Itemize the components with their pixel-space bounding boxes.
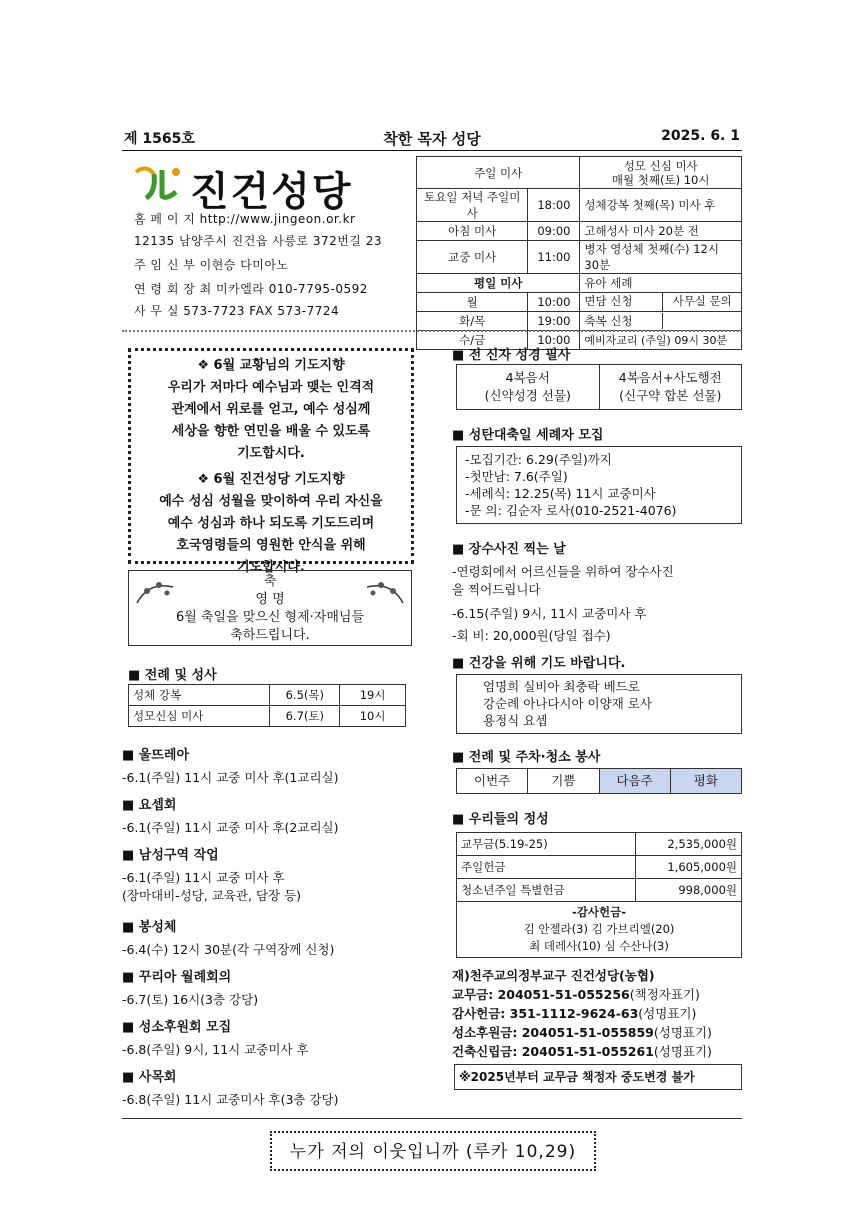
notice-line: -6.1(주일) 11시 교중 미사 후(2교리실)	[122, 820, 339, 835]
mass-name: 아침 미사	[417, 222, 528, 241]
infant-baptism: 유아 세례	[584, 276, 633, 290]
thanks-cell	[457, 902, 742, 958]
service-next-week: 다음주	[600, 769, 671, 793]
prayer-title-parish: ❖ 6월 진건성당 기도지향	[197, 472, 345, 487]
bulletin-title: 착한 목자 성당	[383, 130, 481, 148]
christmas-line: -문 의: 김순자 로사(010-2521-4076)	[465, 503, 677, 518]
weekday-time: 19:00	[528, 312, 580, 331]
service-box	[456, 768, 742, 794]
notice-line: -6.8(주일) 9시, 11시 교중미사 후	[122, 1042, 309, 1057]
christmas-line: -세례식: 12.25(목) 11시 교중미사	[465, 486, 656, 501]
sunday-mass-label: 주일 미사	[417, 157, 580, 189]
mass-name: 토요일 저녁 주일미사	[417, 189, 528, 222]
church-name-logo: 진건성당	[190, 169, 353, 215]
offering-table	[456, 832, 742, 958]
account-line	[452, 1042, 712, 1061]
offering-name: 청소년주일 특별헌금	[457, 879, 636, 902]
table-row	[417, 222, 742, 241]
health-line: 강순례 아나다시아 이양재 로사	[483, 696, 652, 711]
account-line	[452, 1023, 712, 1042]
notice-line: -6.1(주일) 11시 교중 미사 후(1교리실)	[122, 770, 339, 785]
liturgy-name: 성체 강복	[129, 685, 270, 706]
health-line: 용정식 요셉	[483, 713, 548, 728]
photo-title: ■ 장수사진 찍는 날	[452, 542, 566, 557]
prayer-title-pope: ❖ 6월 교황님의 기도지향	[197, 358, 345, 373]
christmas-title: ■ 성탄대축일 세례자 모집	[452, 428, 604, 443]
service-title: ■ 전례 및 주차·청소 봉사	[452, 750, 601, 765]
mass-note: 성체강복 첫째(목) 미사 후	[580, 189, 742, 222]
bible-right-1: 4복음서+사도행전	[618, 370, 722, 385]
divider	[122, 330, 742, 332]
offering-title: ■ 우리들의 정성	[452, 812, 549, 827]
offering-amount: 998,000원	[636, 879, 742, 902]
mass-time: 18:00	[528, 189, 580, 222]
notice-line: -6.7(토) 16시(3층 강당)	[122, 992, 259, 1007]
mass-time: 09:00	[528, 222, 580, 241]
issue-number: 제 1565호	[124, 131, 195, 147]
account-number: 건축신립금: 204051-51-055261	[452, 1044, 654, 1059]
table-row	[417, 293, 742, 312]
weekday-day: 수/금	[417, 331, 528, 350]
table-row	[457, 879, 742, 902]
christmas-box	[456, 446, 742, 524]
notice-title: ■ 울뜨레아	[122, 748, 190, 763]
table-row	[457, 902, 742, 958]
weekly-motto: 누가 저의 이웃입니까 (루카 10,29)	[270, 1131, 596, 1171]
health-line: 엄명희 실비아 최충락 베드로	[483, 679, 640, 694]
mass-schedule-table	[416, 156, 742, 350]
offering-amount: 1,605,000원	[636, 856, 742, 879]
notice-title: ■ 봉성체	[122, 920, 177, 935]
vine-ornament-icon	[365, 577, 405, 607]
bible-title: ■ 전 신자 성경 필사	[452, 348, 571, 363]
feast-title-1: 축	[263, 574, 277, 589]
weekday-time: 10:00	[528, 331, 580, 350]
table-row	[417, 312, 742, 331]
bible-right	[600, 365, 742, 409]
table-row	[417, 274, 742, 293]
liturgy-title: ■ 전례 및 성사	[128, 668, 217, 683]
offering-name: 주일헌금	[457, 856, 636, 879]
photo-line: -회 비: 20,000원(당일 접수)	[452, 628, 611, 643]
photo-line: -6.15(주일) 9시, 11시 교중미사 후	[452, 606, 647, 621]
liturgy-table	[128, 684, 406, 727]
feast-line-1: 6월 축일을 맞으신 형제·자매님들	[175, 610, 365, 625]
prayer-line: 예수 성심 성월을 맞이하여 우리 자신을	[159, 494, 383, 509]
service-next-value: 평화	[671, 769, 741, 793]
account-number: 감사헌금: 351-1112-9624-63	[452, 1006, 639, 1021]
infant-baptism-cell	[580, 274, 742, 293]
photo-line: 을 찍어드립니다	[452, 582, 541, 597]
mass-name: 교중 미사	[417, 241, 528, 274]
sacred-heart-sub: 매월 첫째(토) 10시	[611, 172, 710, 187]
weekday-day: 화/목	[417, 312, 528, 331]
notice-title: ■ 남성구역 작업	[122, 848, 219, 863]
weekday-note-cell	[580, 312, 742, 331]
bible-left-1: 4복음서	[505, 370, 550, 385]
notice-line: (장마대비-성당, 교육관, 담장 등)	[122, 888, 302, 903]
weekday-mass-label: 평일 미사	[417, 274, 580, 293]
liturgy-date: 6.5(목)	[270, 685, 340, 706]
notice-title: ■ 꾸리아 월례회의	[122, 970, 232, 985]
health-title: ■ 건강을 위해 기도 바랍니다.	[452, 656, 626, 671]
account-owner: 재)천주교의정부교구 진건성당(농협)	[452, 968, 655, 983]
prayer-line: 세상을 향한 연민을 배울 수 있도록	[171, 424, 371, 439]
notice-title: ■ 성소후원회 모집	[122, 1020, 232, 1035]
prayer-line: 기도합시다.	[237, 446, 305, 461]
accounts-block	[452, 966, 712, 1061]
vine-ornament-icon	[135, 577, 175, 607]
bible-right-2: (신구약 합본 선물)	[619, 388, 722, 403]
feast-day-box	[128, 570, 412, 646]
prayer-line: 호국영령들의 영원한 안식을 위해	[176, 538, 366, 553]
notice-title: ■ 사목회	[122, 1070, 177, 1085]
weekday-note: 예비자교리 (주일) 09시 30분	[580, 331, 742, 350]
prayer-line: 예수 성심과 하나 되도록 기도드리며	[167, 516, 375, 531]
issue-header	[122, 126, 742, 151]
feast-title-2: 영 명	[255, 592, 285, 607]
tithe-notice: ※2025년부터 교무금 책정자 중도변경 불가	[454, 1064, 742, 1090]
prayer-intention-box	[128, 348, 414, 575]
pastor-info: 주 임 신 부 이현승 다미아노	[134, 258, 289, 272]
notice-line: -6.8(주일) 11시 교중미사 후(3층 강당)	[122, 1092, 339, 1107]
president-info: 연 령 회 장 최 미카엘라 010-7795-0592	[134, 282, 368, 296]
address-info: 12135 남양주시 진건읍 사릉로 372번길 23	[134, 234, 383, 248]
table-row	[457, 856, 742, 879]
table-row	[129, 706, 406, 727]
office-inquiry: 사무실 문의	[672, 294, 732, 308]
liturgy-time: 10시	[340, 706, 406, 727]
photo-line: -연령회에서 어르신들을 위하여 장수사진	[452, 564, 674, 579]
bible-left	[457, 365, 600, 409]
thanks-title: -감사헌금-	[572, 905, 626, 919]
sacred-heart-cell	[580, 157, 742, 189]
account-line	[452, 1004, 712, 1023]
issue-date: 2025. 6. 1	[661, 128, 740, 144]
thanks-line: 최 데레사(10) 심 수산나(3)	[529, 939, 669, 953]
church-logo-icon	[132, 162, 186, 202]
prayer-line: 기도합시다.	[237, 560, 305, 575]
liturgy-name: 성모신심 미사	[129, 706, 270, 727]
weekday-time: 10:00	[528, 293, 580, 312]
table-row	[129, 685, 406, 706]
sacred-heart-title: 성모 신심 미사	[623, 158, 698, 173]
mass-note: 병자 영성체 첫째(수) 12시 30분	[580, 241, 742, 274]
christmas-line: -첫만남: 7.6(주일)	[465, 469, 568, 484]
health-box	[456, 674, 742, 734]
liturgy-date: 6.7(토)	[270, 706, 340, 727]
mass-time: 11:00	[528, 241, 580, 274]
account-line	[452, 985, 712, 1004]
account-note: (성명표기)	[638, 1006, 697, 1021]
service-this-value: 기쁨	[528, 769, 599, 793]
account-note: (책정자표기)	[629, 987, 700, 1002]
feast-line-2: 축하드립니다.	[230, 628, 310, 643]
divider	[122, 1118, 742, 1119]
service-this-week: 이번주	[457, 769, 528, 793]
offering-name: 교무금(5.19-25)	[457, 833, 636, 856]
notice-line: -6.1(주일) 11시 교중 미사 후	[122, 870, 285, 885]
weekday-note: 면담 신청	[580, 293, 663, 311]
weekday-note: 축복 신청	[580, 313, 663, 329]
table-row	[417, 189, 742, 222]
offering-amount: 2,535,000원	[636, 833, 742, 856]
notice-title: ■ 요셉회	[122, 798, 177, 813]
table-row	[417, 241, 742, 274]
office-info: 사 무 실 573-7723 FAX 573-7724	[134, 304, 340, 318]
mass-note: 고해성사 미사 20분 전	[580, 222, 742, 241]
weekday-day: 월	[417, 293, 528, 312]
christmas-line: -모집기간: 6.29(주일)까지	[465, 452, 612, 467]
account-number: 교무금: 204051-51-055256	[452, 987, 630, 1002]
account-note: (성명표기)	[653, 1044, 712, 1059]
notice-line: -6.4(수) 12시 30분(각 구역장께 신청)	[122, 942, 335, 957]
account-number: 성소후원금: 204051-51-055859	[452, 1025, 654, 1040]
account-note: (성명표기)	[653, 1025, 712, 1040]
weekday-note-cell	[580, 293, 742, 312]
prayer-line: 관계에서 위로를 얻고, 예수 성심께	[171, 402, 371, 417]
table-row	[457, 833, 742, 856]
liturgy-time: 19시	[340, 685, 406, 706]
thanks-line: 김 안젤라(3) 김 가브리엘(20)	[523, 922, 675, 936]
prayer-line: 우리가 저마다 예수님과 맺는 인격적	[167, 380, 375, 395]
bible-box	[456, 364, 742, 410]
homepage-info: 홈 페 이 지 http://www.jingeon.or.kr	[134, 212, 356, 226]
bible-left-2: (신약성경 선물)	[484, 388, 571, 403]
